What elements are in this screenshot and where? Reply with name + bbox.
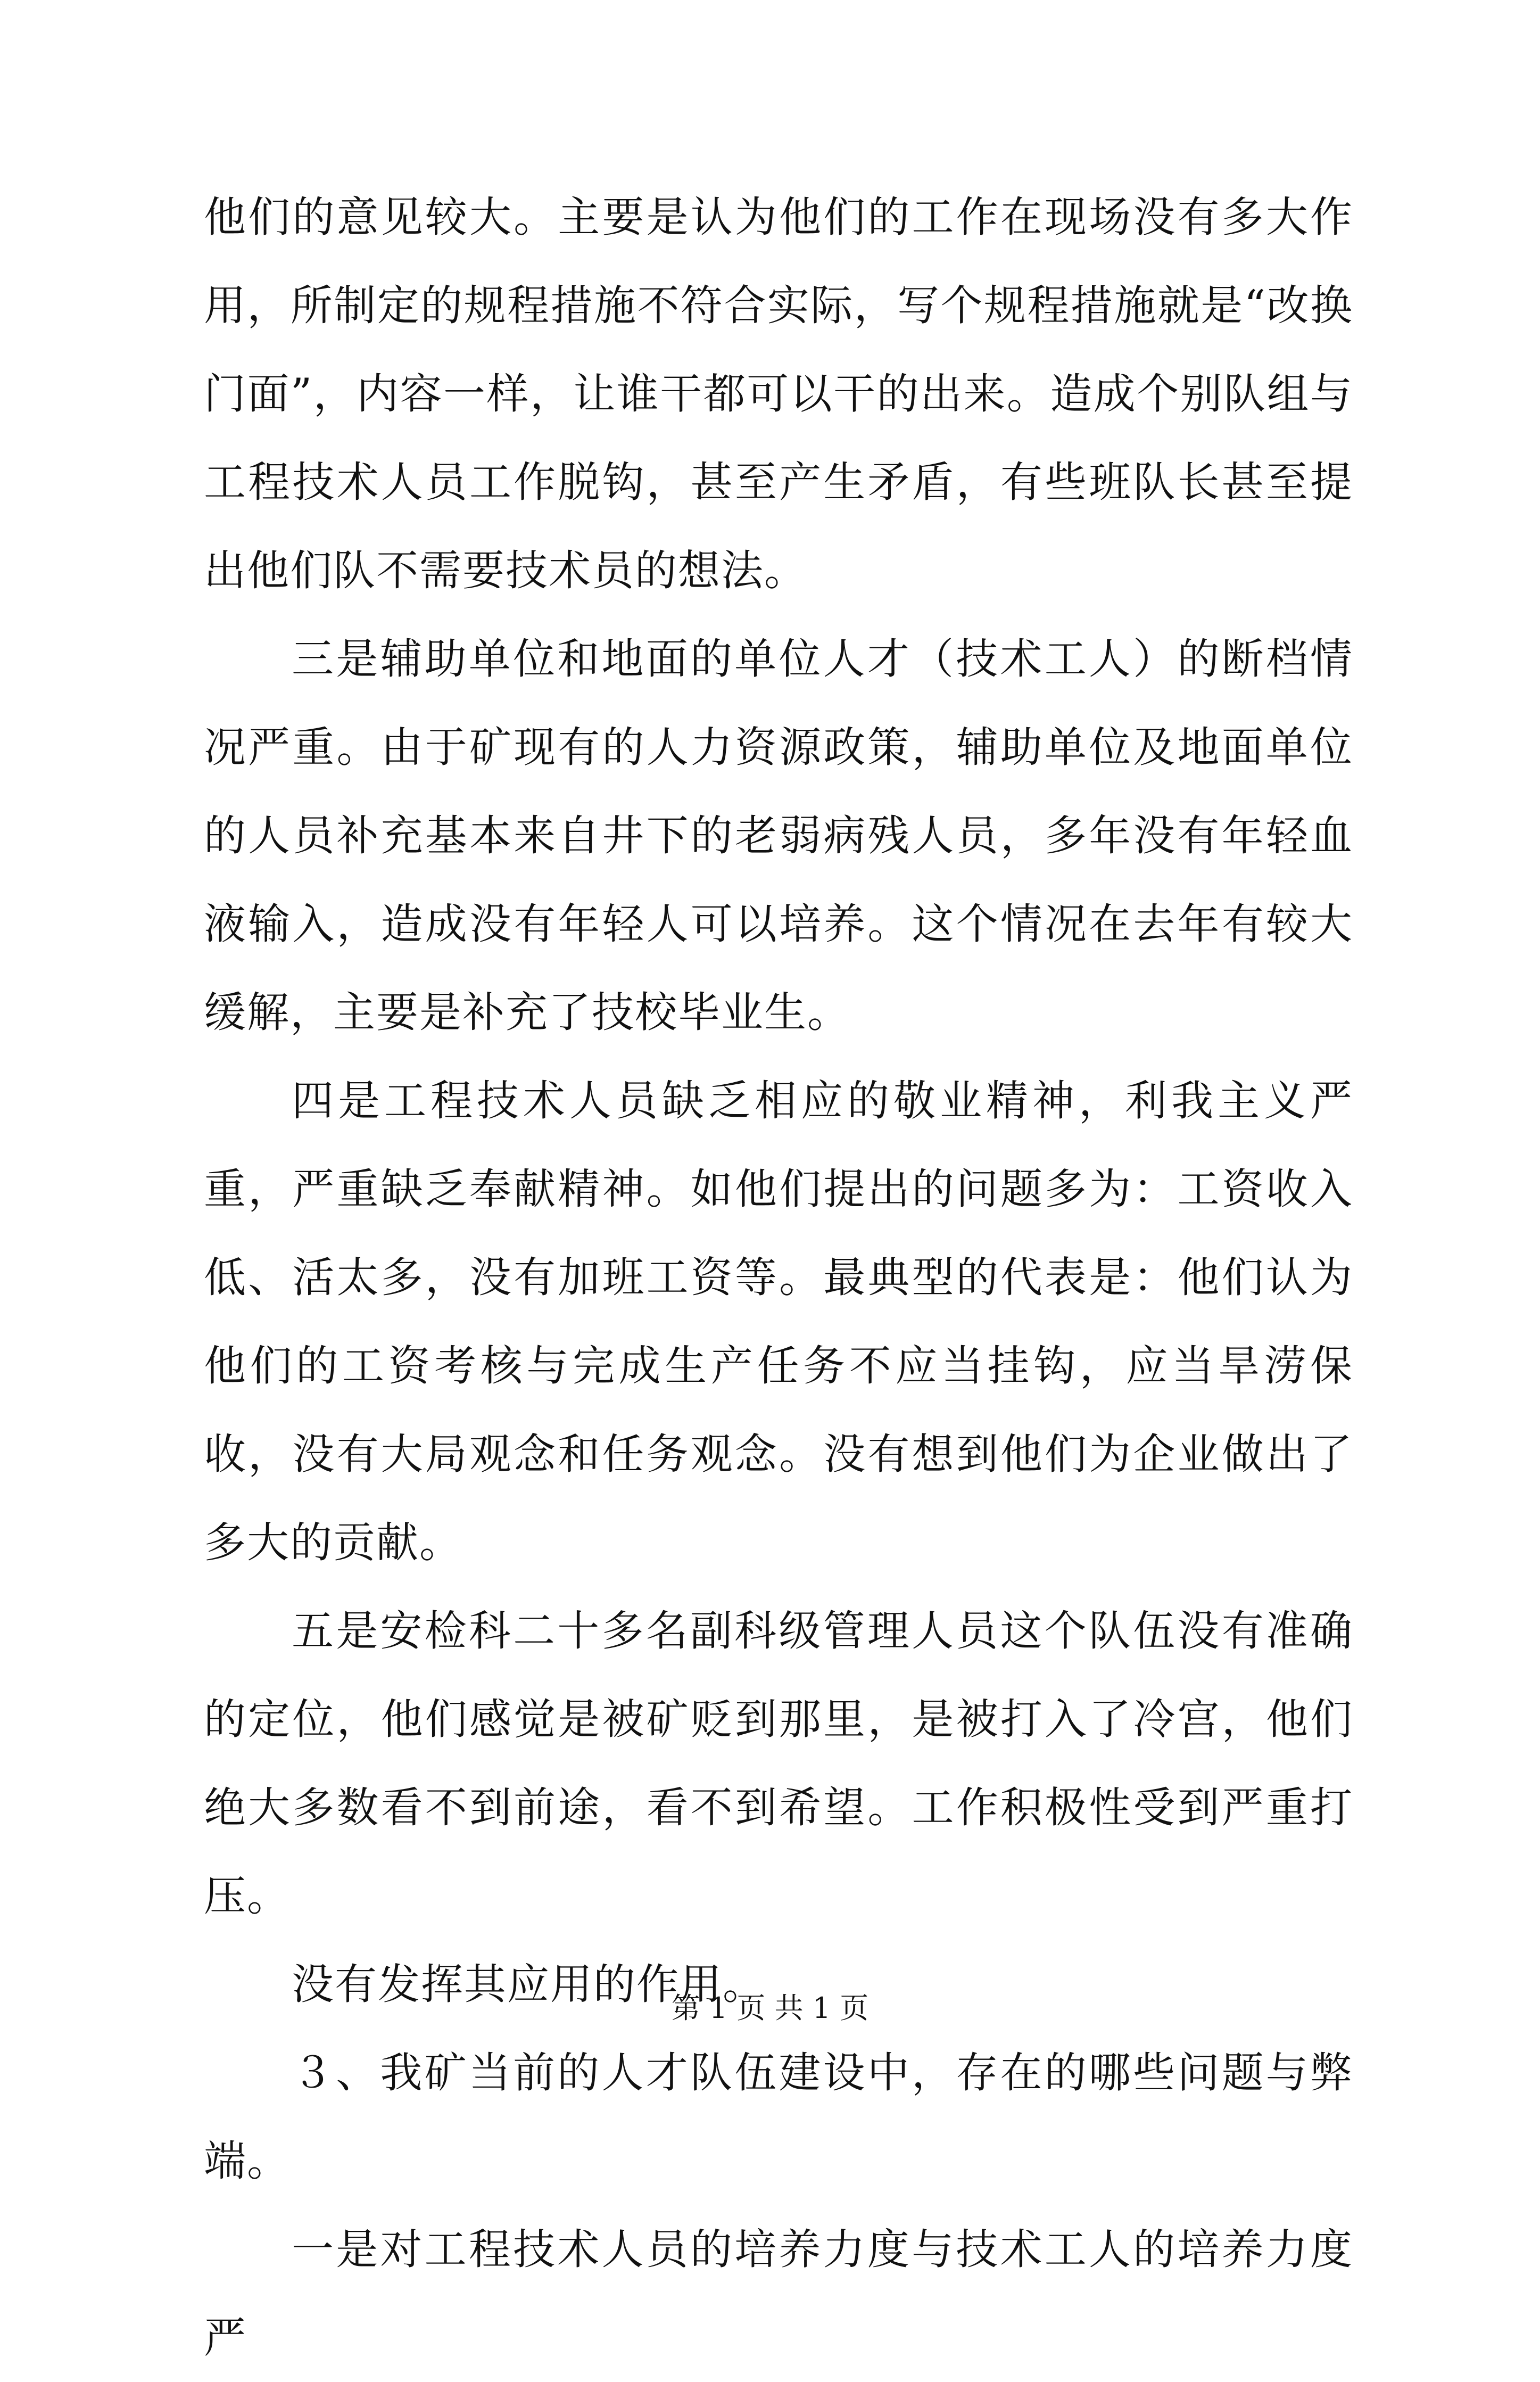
paragraph-point-one: 一是对工程技术人员的培养力度与技术工人的培养力度严 (204, 2225, 1353, 2362)
page-number-footer: 第 1 页 共 1 页 (671, 1991, 869, 2025)
section-heading-3: ３、我矿当前的人才队伍建设中，存在的哪些问题与弊端。 (204, 2048, 1353, 2186)
paragraph-point-three: 三是辅助单位和地面的单位人才（技术工人）的断档情况严重。由于矿现有的人力资源政策，辅助单位及地面单位的人员补充基本来自井下的老弱病残人员，多年没有年轻血液输入，造成没有年轻人可以培养。这个情况在去年有较大缓解，主要是补充了技校毕业生。 (204, 634, 1353, 1037)
paragraph-point-four: 四是工程技术人员缺乏相应的敬业精神，利我主义严重，严重缺乏奉献精神。如他们提出的问题多为：工资收入低、活太多，没有加班工资等。最典型的代表是：他们认为他们的工资考核与完成生产任务不应当挂钩，应当旱涝保收，没有大局观念和任务观念。没有想到他们为企业做出了多大的贡献。 (204, 1076, 1353, 1567)
document-body (204, 173, 1353, 2382)
paragraph-point-five: 五是安检科二十多名副科级管理人员这个队伍没有准确的定位，他们感觉是被矿贬到那里，是被打入了冷宫，他们绝大多数看不到前途，看不到希望。工作积极性受到严重打压。 (204, 1606, 1353, 1921)
paragraph-opinions: 他们的意见较大。主要是认为他们的工作在现场没有多大作用，所制定的规程措施不符合实际，写个规程措施就是“改换门面”，内容一样，让谁干都可以干的出来。造成个别队组与工程技术人员工作脱钩，甚至产生矛盾，有些班队长甚至提出他们队不需要技术员的想法。 (204, 193, 1353, 595)
paragraph-no-function: 没有发挥其应用的作用。 (292, 1960, 766, 2009)
